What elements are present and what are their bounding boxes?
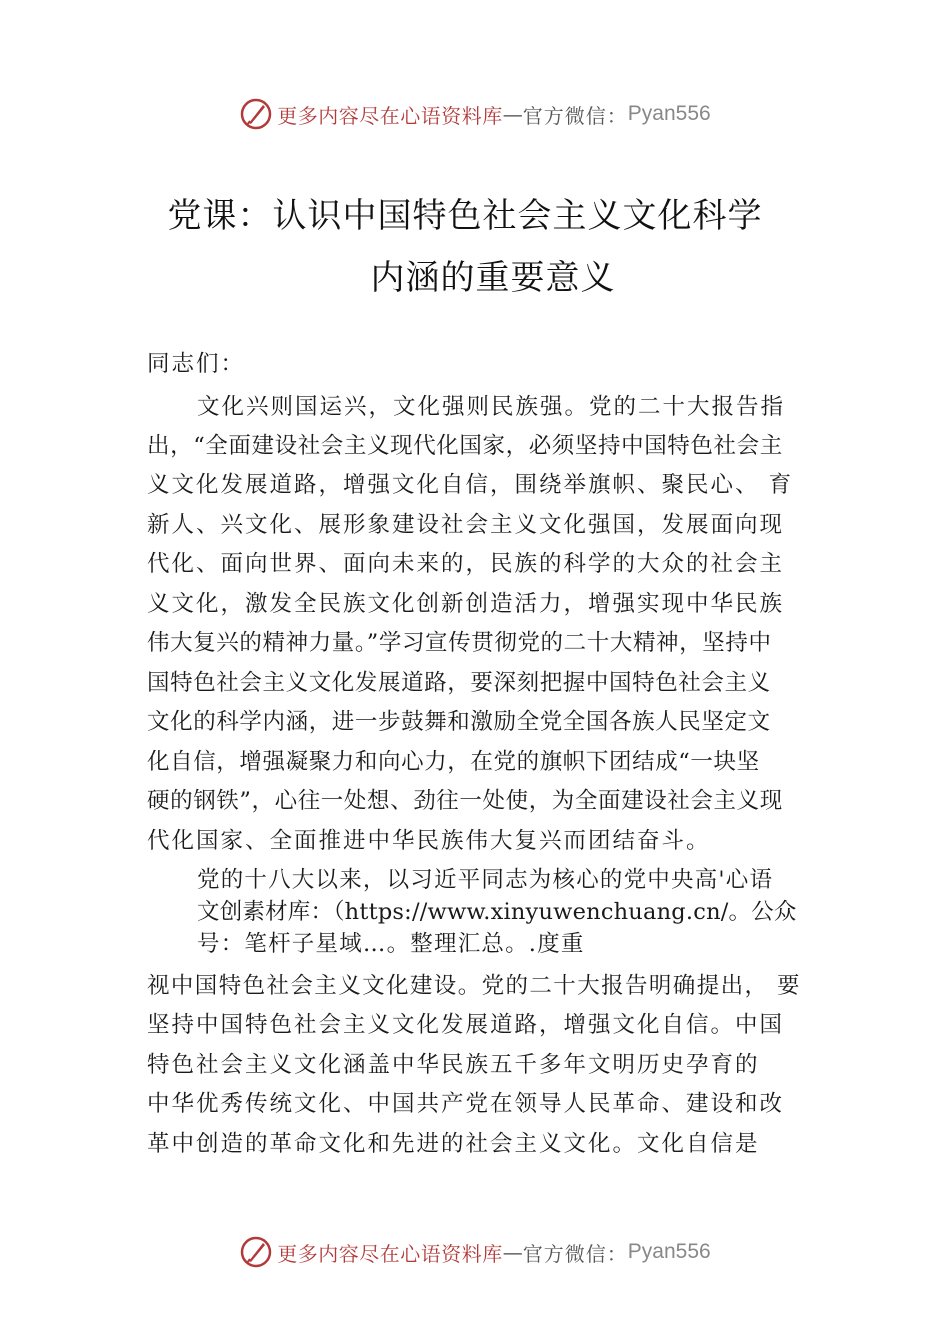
- greeting: 同志们：: [147, 351, 246, 377]
- paragraph-line: 新人、兴文化、展形象建设社会主义文化强国，发展面向现: [147, 512, 785, 538]
- paragraph-line: 坚持中国特色社会主义文化发展道路，增强文化自信。中国: [147, 1012, 785, 1038]
- banner-label: 官方微信：: [522, 103, 628, 128]
- paragraph-line: 出，“全面建设社会主义现代化国家，必须坚持中国特色社会主: [147, 433, 783, 459]
- paragraph-line: 党的十八大以来，以习近平同志为核心的党中央高'心语: [197, 867, 774, 893]
- banner-wechat-id: Pyan556: [627, 1240, 711, 1263]
- paragraph-line: 代化国家、全面推进中华民族伟大复兴而团结奋斗。: [147, 828, 711, 854]
- banner-wechat-id: Pyan556: [627, 102, 711, 125]
- banner-text: 更多内容尽在心语资料库: [277, 103, 503, 128]
- paragraph-line: 硬的钢铁”，心往一处想、劲往一处使，为全面建设社会主义现: [147, 788, 783, 814]
- footer-banner: [0, 1232, 950, 1272]
- paragraph-line: 文创素材库：（https://www.xinyuwenchuang.cn/。公众: [197, 899, 797, 925]
- paragraph-line: 国特色社会主义文化发展道路，要深刻把握中国特色社会主义: [147, 670, 771, 696]
- paragraph-line: 革中创造的革命文化和先进的社会主义文化。文化自信是: [147, 1131, 760, 1157]
- banner-separator: —: [502, 102, 523, 126]
- banner-text: 更多内容尽在心语资料库: [277, 1241, 503, 1266]
- document-title-line-1: 党课：认识中国特色社会主义文化科学: [167, 196, 763, 236]
- quill-logo-icon: [239, 1235, 273, 1269]
- paragraph-line: 视中国特色社会主义文化建设。党的二十大报告明确提出， 要: [147, 973, 801, 999]
- quill-logo-icon: [239, 97, 273, 131]
- banner-separator: —: [502, 1240, 523, 1264]
- header-banner: [0, 94, 950, 134]
- paragraph-line: 义文化发展道路，增强文化自信，围绕举旗帜、聚民心、 育: [147, 472, 794, 498]
- paragraph-line: 号：笔杆子星域…。整理汇总。.度重: [197, 931, 585, 957]
- paragraph-line: 文化兴则国运兴，文化强则民族强。党的二十大报告指: [197, 394, 786, 420]
- paragraph-line: 文化的科学内涵，进一步鼓舞和激励全党全国各族人民坚定文: [147, 709, 771, 735]
- banner-label: 官方微信：: [522, 1241, 628, 1266]
- paragraph-line: 代化、面向世界、面向未来的，民族的科学的大众的社会主: [147, 551, 785, 577]
- paragraph-line: 伟大复兴的精神力量。”学习宣传贯彻党的二十大精神，坚持中: [147, 630, 772, 656]
- paragraph-line: 中华优秀传统文化、中国共产党在领导人民革命、建设和改: [147, 1091, 785, 1117]
- document-title-line-2: 内涵的重要意义: [370, 258, 616, 298]
- paragraph-line: 义文化，激发全民族文化创新创造活力，增强实现中华民族: [147, 591, 785, 617]
- paragraph-line: 化自信，增强凝聚力和向心力，在党的旗帜下团结成“一块坚: [147, 749, 760, 775]
- paragraph-line: 特色社会主义文化涵盖中华民族五千多年文明历史孕育的: [147, 1052, 760, 1078]
